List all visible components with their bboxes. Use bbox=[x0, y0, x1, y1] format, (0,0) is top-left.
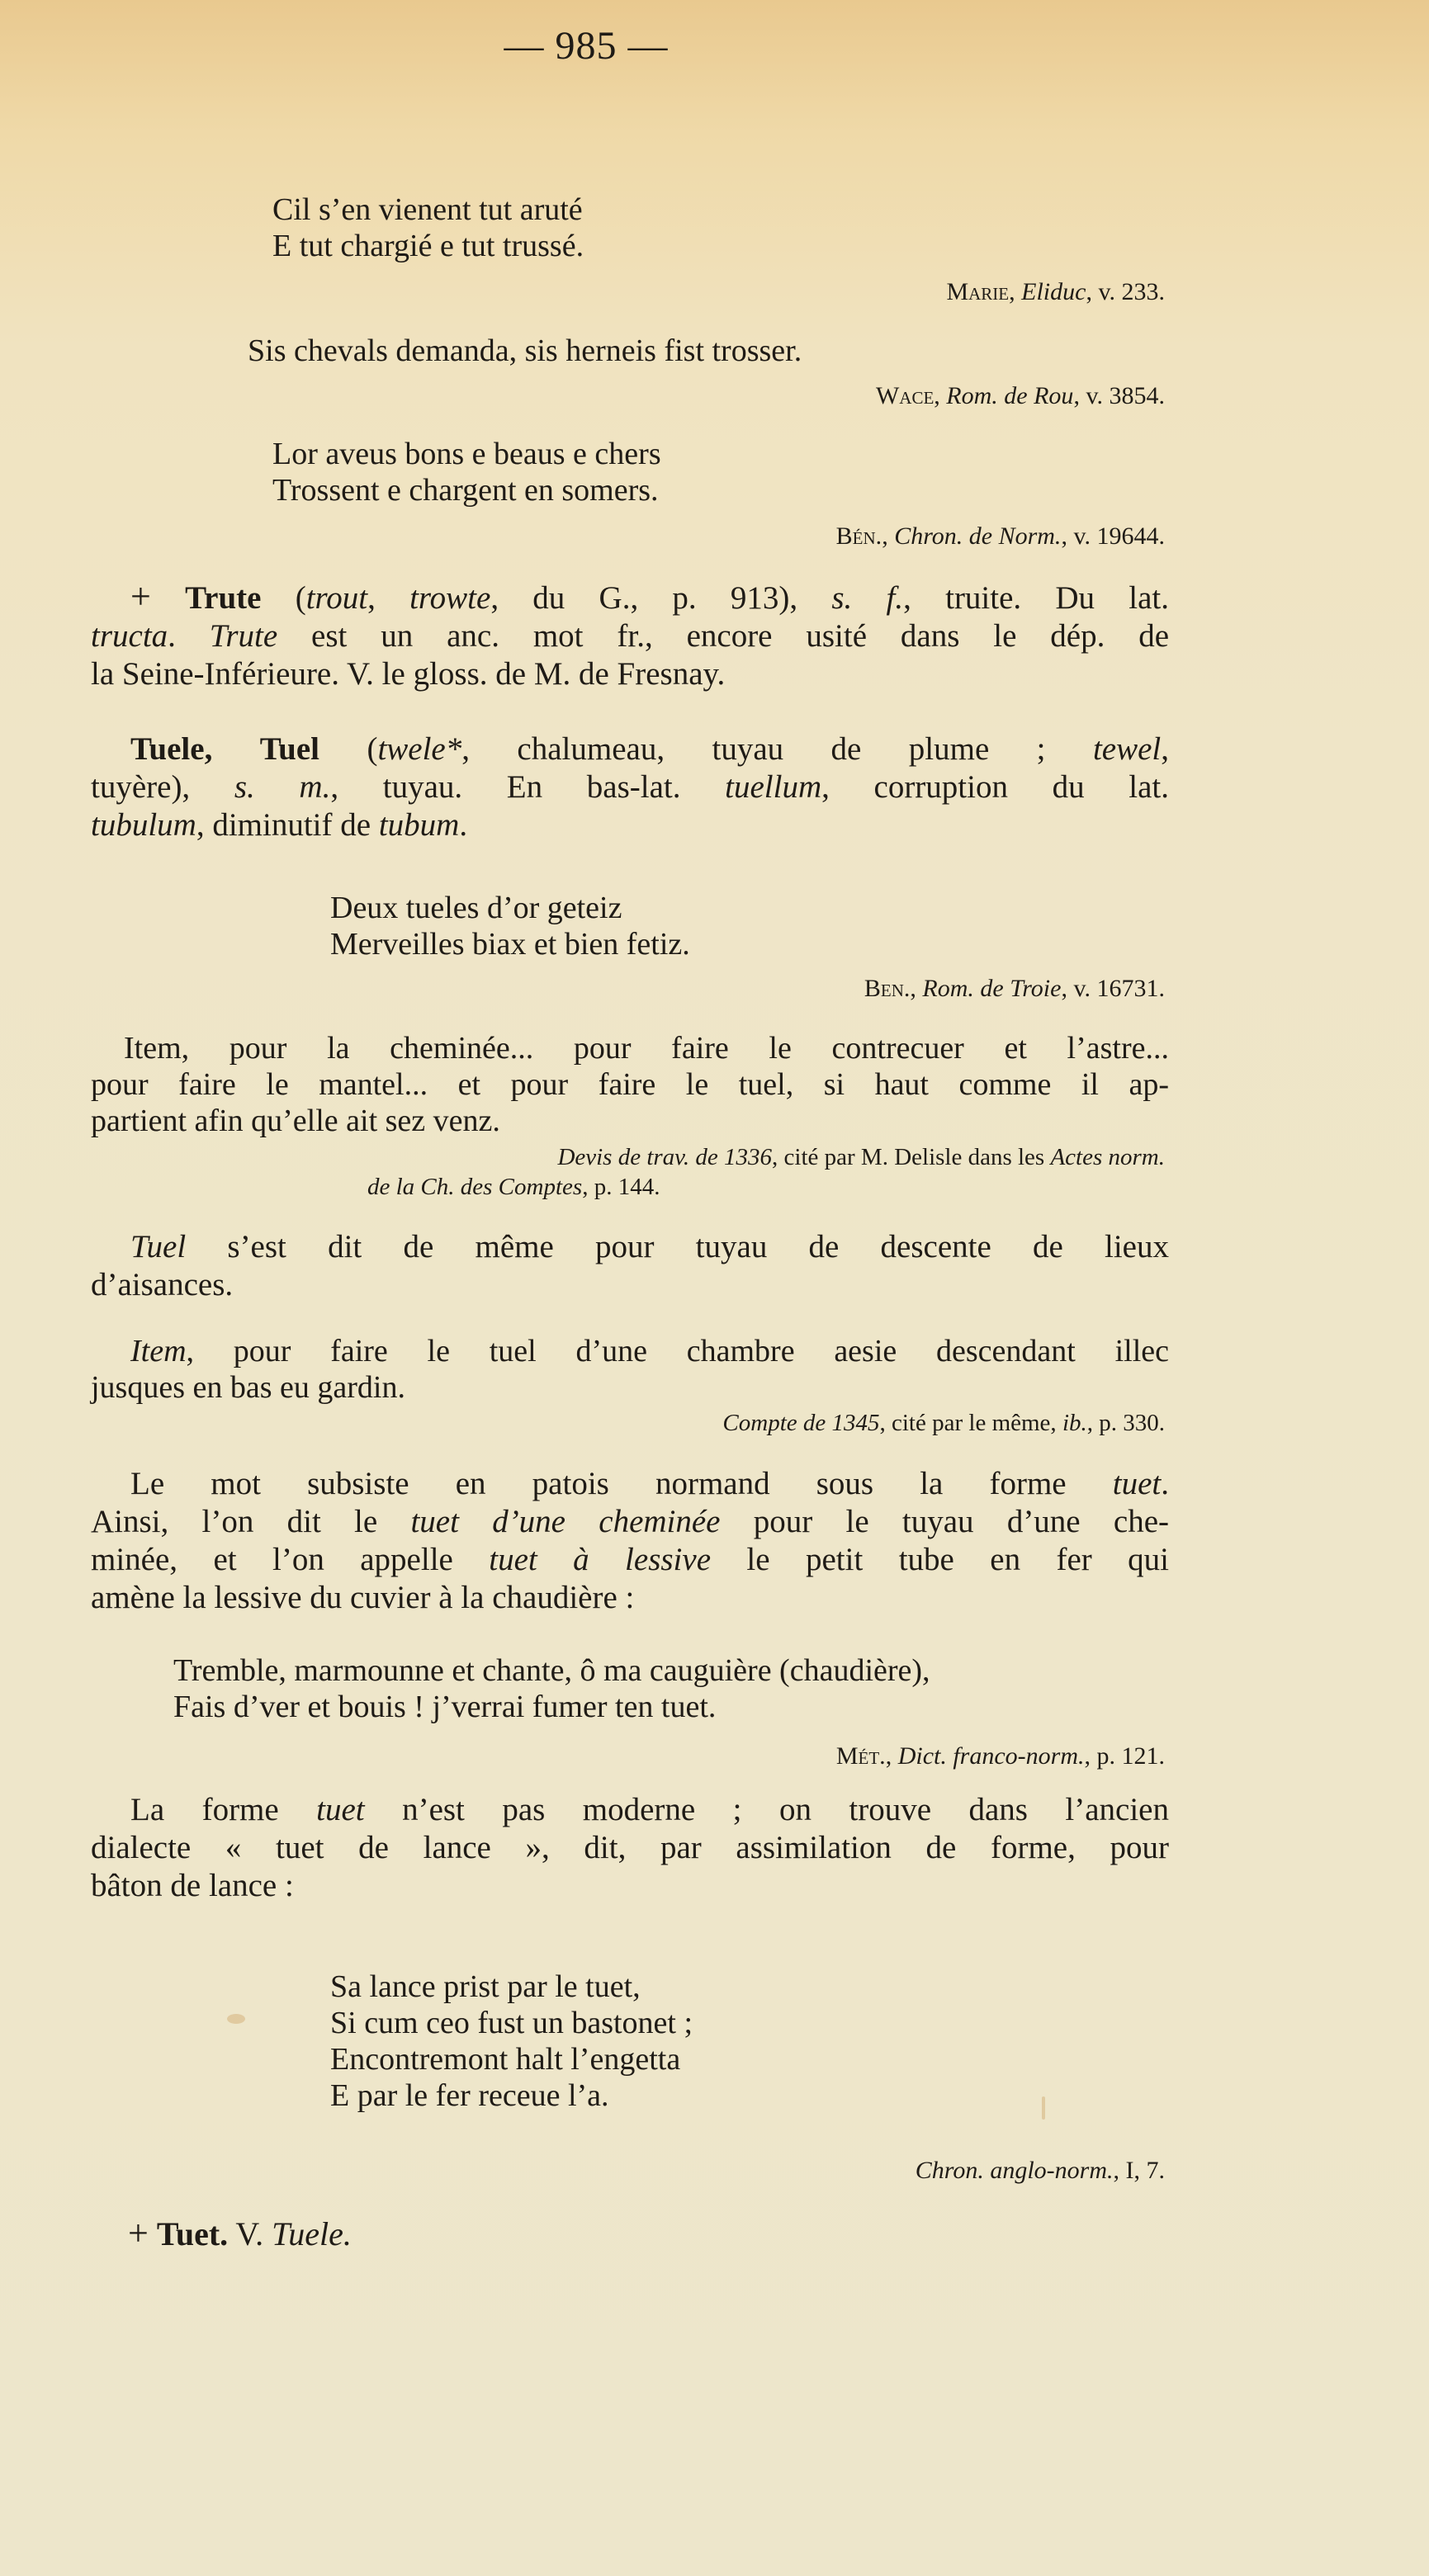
source-author: Bén. bbox=[835, 522, 882, 550]
quote-ben-troie bbox=[330, 890, 690, 962]
headword-tuel: Tuel bbox=[259, 731, 320, 767]
verse-line: Deux tueles d’or geteiz bbox=[330, 891, 622, 925]
text-line: partient afin qu’elle ait sez venz. bbox=[91, 1104, 500, 1138]
italic-text: tuet bbox=[316, 1792, 365, 1827]
source-ben-chron: Bén., Chron. de Norm., v. 19644. bbox=[835, 522, 1165, 550]
text: , diminutif de bbox=[196, 807, 379, 843]
text: tuyère), bbox=[91, 769, 234, 805]
plus-marker-icon: + bbox=[128, 2213, 149, 2253]
source-work: Eliduc bbox=[1021, 278, 1086, 305]
source-author: Mét. bbox=[835, 1742, 886, 1770]
text: , p. 144. bbox=[582, 1174, 660, 1200]
verse-line: Tremble, marmounne et chante, ô ma cauguière (chaudière), bbox=[173, 1653, 930, 1688]
text: , cité par le même, bbox=[879, 1410, 1062, 1436]
source-work: Rom. de Troie bbox=[922, 975, 1062, 1002]
source-ref: , I, 7. bbox=[1113, 2157, 1165, 2184]
verse-line: E tut chargié e tut trussé. bbox=[272, 229, 584, 263]
citation-compte bbox=[91, 1333, 1169, 1406]
quote-ben-chron bbox=[272, 436, 661, 508]
source-chron-anglo bbox=[916, 2156, 1165, 2186]
text: . bbox=[459, 807, 468, 843]
italic-text: Item bbox=[130, 1334, 187, 1368]
text-line: dialecte « tuet de lance », dit, par assimilation de forme, pour bbox=[91, 1830, 1169, 1865]
text: n’est pas moderne ; on trouve dans l’ancien bbox=[364, 1792, 1169, 1827]
text-line: bâton de lance : bbox=[91, 1868, 294, 1903]
italic-text: ib. bbox=[1062, 1410, 1087, 1436]
italic-text: trout bbox=[305, 580, 368, 616]
italic-text: tructa bbox=[91, 618, 168, 654]
para-forme bbox=[91, 1791, 1169, 1905]
text: La forme bbox=[130, 1792, 317, 1827]
text: , corruption du lat. bbox=[821, 769, 1169, 805]
text-line: pour faire le mantel... et pour faire le tuel, si haut comme il ap- bbox=[91, 1067, 1169, 1102]
italic-text: tuet bbox=[1112, 1466, 1162, 1501]
italic-text: tuet à lessive bbox=[489, 1542, 712, 1577]
verse-line: Sa lance prist par le tuet, bbox=[330, 1969, 641, 2004]
text-line: amène la lessive du cuvier à la chaudière : bbox=[91, 1580, 635, 1615]
see-also-label: V. bbox=[228, 2215, 272, 2252]
verse-line: Si cum ceo fust un bastonet ; bbox=[330, 2006, 693, 2040]
text: . bbox=[1161, 1466, 1169, 1501]
verse-line: Trossent e chargent en somers. bbox=[272, 473, 659, 508]
source-ref: , v. 3854. bbox=[1073, 382, 1165, 409]
source-work: Rom. de Rou bbox=[946, 382, 1074, 409]
text: , cité par M. Delisle dans les bbox=[772, 1144, 1051, 1170]
text-line: d’aisances. bbox=[91, 1267, 234, 1302]
quote-met bbox=[173, 1652, 930, 1725]
verse-line: Lor aveus bons e beaus e chers bbox=[272, 437, 661, 471]
paper-stain bbox=[227, 2014, 245, 2024]
text: ( bbox=[319, 731, 378, 767]
source-work: Chron. anglo-norm. bbox=[915, 2157, 1114, 2184]
headword-trute: Trute bbox=[185, 580, 262, 616]
italic-text: Trute bbox=[209, 618, 278, 654]
text: . bbox=[168, 618, 210, 654]
verse-line: Sis chevals demanda, sis herneis fist trosser. bbox=[248, 333, 802, 368]
text: , pour faire le tuel d’une chambre aesie descendant illec bbox=[186, 1334, 1169, 1368]
entry-trute bbox=[91, 578, 1169, 693]
cross-reference-link[interactable]: Tuele. bbox=[272, 2215, 352, 2252]
italic-text: de la Ch. des Comptes bbox=[367, 1174, 583, 1200]
verse-line: Fais d’ver et bouis ! j’verrai fumer ten tuet. bbox=[173, 1690, 717, 1724]
text: minée, et l’on appelle bbox=[91, 1542, 490, 1577]
source-ref: , p. 121. bbox=[1084, 1742, 1165, 1770]
italic-text: tubulum bbox=[91, 807, 196, 843]
source-work: Chron. de Norm. bbox=[894, 522, 1062, 550]
source-marie: Marie, Eliduc, v. 233. bbox=[946, 278, 1165, 305]
source-author: Wace bbox=[875, 382, 935, 409]
text: , tuyau. En bas-lat. bbox=[330, 769, 726, 805]
text: , du G., p. 913), bbox=[490, 580, 832, 616]
verse-line: E par le fer receue l’a. bbox=[330, 2078, 609, 2113]
page-number: — 985 — bbox=[504, 24, 669, 68]
italic-text: tubum bbox=[378, 807, 460, 843]
text: ( bbox=[261, 580, 306, 616]
entry-tuet bbox=[128, 2212, 352, 2254]
source-author: Ben. bbox=[864, 975, 911, 1002]
italic-text: Actes norm. bbox=[1050, 1144, 1165, 1170]
source-ref: , v. 233. bbox=[1086, 278, 1165, 305]
source-ref: , v. 19644. bbox=[1061, 522, 1165, 550]
text: le petit tube en fer qui bbox=[711, 1542, 1169, 1577]
text-line: la Seine-Inférieure. V. le gloss. de M. de Fresnay. bbox=[91, 656, 726, 692]
source-compte bbox=[722, 1408, 1165, 1438]
paper-stain bbox=[1042, 2096, 1045, 2120]
verse-line: Cil s’en vienent tut aruté bbox=[272, 192, 583, 227]
source-wace: Wace, Rom. de Rou, v. 3854. bbox=[875, 382, 1165, 409]
text: s’est dit de même pour tuyau de descente de lieux bbox=[186, 1229, 1169, 1264]
italic-text: tuellum bbox=[725, 769, 822, 805]
text: est un anc. mot fr., encore usité dans le dép. de bbox=[277, 618, 1170, 654]
source-met: Mét., Dict. franco-norm., p. 121. bbox=[835, 1742, 1165, 1770]
quote-wace bbox=[248, 333, 802, 369]
italic-text: trowte bbox=[409, 580, 491, 616]
verse-line: Merveilles biax et bien fetiz. bbox=[330, 927, 690, 962]
italic-text: Tuel bbox=[130, 1229, 187, 1264]
italic-text: tewel bbox=[1092, 731, 1162, 767]
quote-marie bbox=[272, 191, 584, 264]
para-patois bbox=[91, 1465, 1169, 1617]
headword-tuet: Tuet. bbox=[156, 2215, 229, 2252]
source-ben-troie: Ben., Rom. de Troie, v. 16731. bbox=[864, 975, 1165, 1002]
italic-text: s. m. bbox=[234, 769, 331, 805]
text: pour le tuyau d’une che- bbox=[720, 1504, 1169, 1539]
italic-text: Devis de trav. de 1336 bbox=[557, 1144, 773, 1170]
text: , chalumeau, tuyau de plume ; bbox=[461, 731, 1093, 767]
quote-chron-anglo bbox=[330, 1969, 693, 2114]
para-tuel bbox=[91, 1228, 1169, 1304]
text: Le mot subsiste en patois normand sous la forme bbox=[130, 1466, 1113, 1501]
source-devis bbox=[557, 1142, 1165, 1172]
citation-devis bbox=[91, 1030, 1169, 1139]
italic-text: tuet d’une cheminée bbox=[410, 1504, 721, 1539]
italic-text: Compte de 1345 bbox=[722, 1410, 880, 1436]
text: Ainsi, l’on dit le bbox=[91, 1504, 411, 1539]
text: , p. 330. bbox=[1086, 1410, 1165, 1436]
italic-text: s. f. bbox=[831, 580, 904, 616]
italic-text: twele* bbox=[377, 731, 462, 767]
verse-line: Encontremont halt l’engetta bbox=[330, 2042, 681, 2077]
headword-tuele: Tuele, bbox=[130, 731, 213, 767]
text-line: Item, pour la cheminée... pour faire le contrecuer et l’astre... bbox=[124, 1031, 1169, 1066]
entry-tuele bbox=[91, 730, 1169, 844]
source-devis-cont bbox=[367, 1172, 660, 1202]
source-ref: , v. 16731. bbox=[1061, 975, 1165, 1002]
source-author: Marie bbox=[946, 278, 1010, 305]
text-line: jusques en bas eu gardin. bbox=[91, 1370, 405, 1405]
text: , bbox=[367, 580, 410, 616]
plus-marker-icon: + bbox=[130, 576, 151, 617]
text: , truite. Du lat. bbox=[903, 580, 1170, 616]
source-work: Dict. franco-norm. bbox=[897, 1742, 1085, 1770]
text: , bbox=[1161, 731, 1169, 767]
